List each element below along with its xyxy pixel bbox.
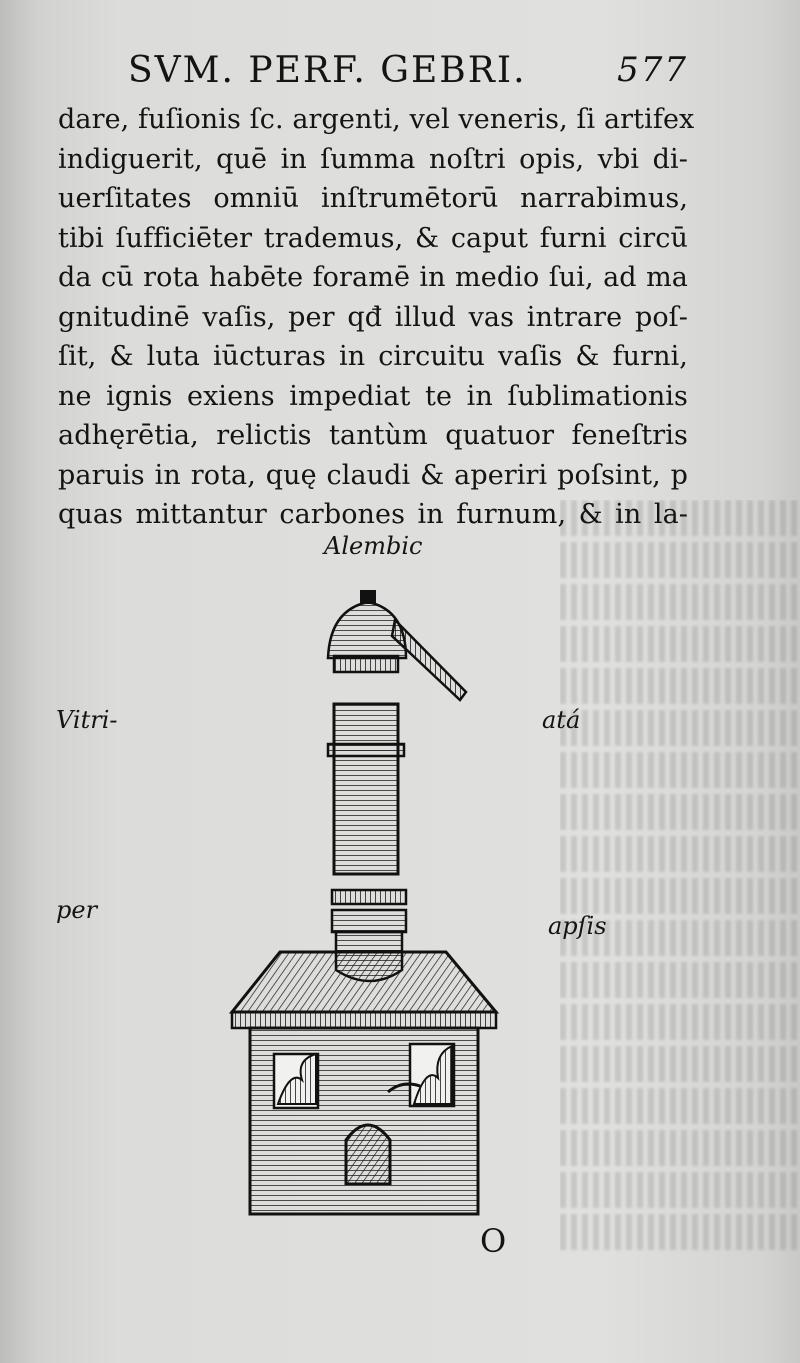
- label-alembic: Alembic: [324, 532, 423, 560]
- text-line: da cū rota habēte foramē in medio ſui, ad ma: [58, 262, 688, 293]
- label-o: O: [480, 1222, 507, 1260]
- body-text: [58, 100, 695, 535]
- page-number: 577: [617, 50, 688, 90]
- text-line: paruis in rota, quę claudi & aperiri poſsint, p: [58, 459, 688, 491]
- label-per: per: [56, 896, 98, 924]
- text-line: adhęrētia, relictis tantùm quatuor feneſtris: [58, 420, 688, 451]
- furnace-roof: [232, 952, 496, 1028]
- label-apsis: apſis: [548, 912, 607, 940]
- label-ata: atá: [542, 706, 581, 734]
- text-line: tibi ſufficiēter trademus, & caput furni circū: [58, 222, 688, 254]
- running-title: SVM. PERF. GEBRI.: [128, 50, 527, 91]
- alembic-head: [328, 590, 466, 700]
- label-vitri: Vitri-: [56, 706, 118, 734]
- text-line: indiguerit, quē in ſumma noſtri opis, vbi di-: [58, 143, 688, 175]
- bleed-through-text: [560, 500, 800, 1260]
- text-line: uerſitates omniū inſtrumētorū narrabimus,: [58, 183, 688, 214]
- text-line: ſit, & luta iūcturas in circuitu vaſis & furni,: [58, 341, 688, 372]
- text-line: ne ignis exiens impediat te in ſublimationis: [58, 380, 688, 412]
- furnace-woodcut: [220, 580, 520, 1220]
- text-line: dare, fuſionis ſc. argenti, vel veneris, ſi artifex: [58, 104, 695, 135]
- text-line: quas mittantur carbones in furnum, & in la-: [58, 499, 688, 530]
- text-line: gnitudinē vaſis, per qđ illud vas intrare poſ-: [58, 301, 688, 333]
- furnace-body: [250, 1028, 478, 1214]
- running-header: [128, 50, 688, 98]
- aludel-vessel: [328, 704, 404, 874]
